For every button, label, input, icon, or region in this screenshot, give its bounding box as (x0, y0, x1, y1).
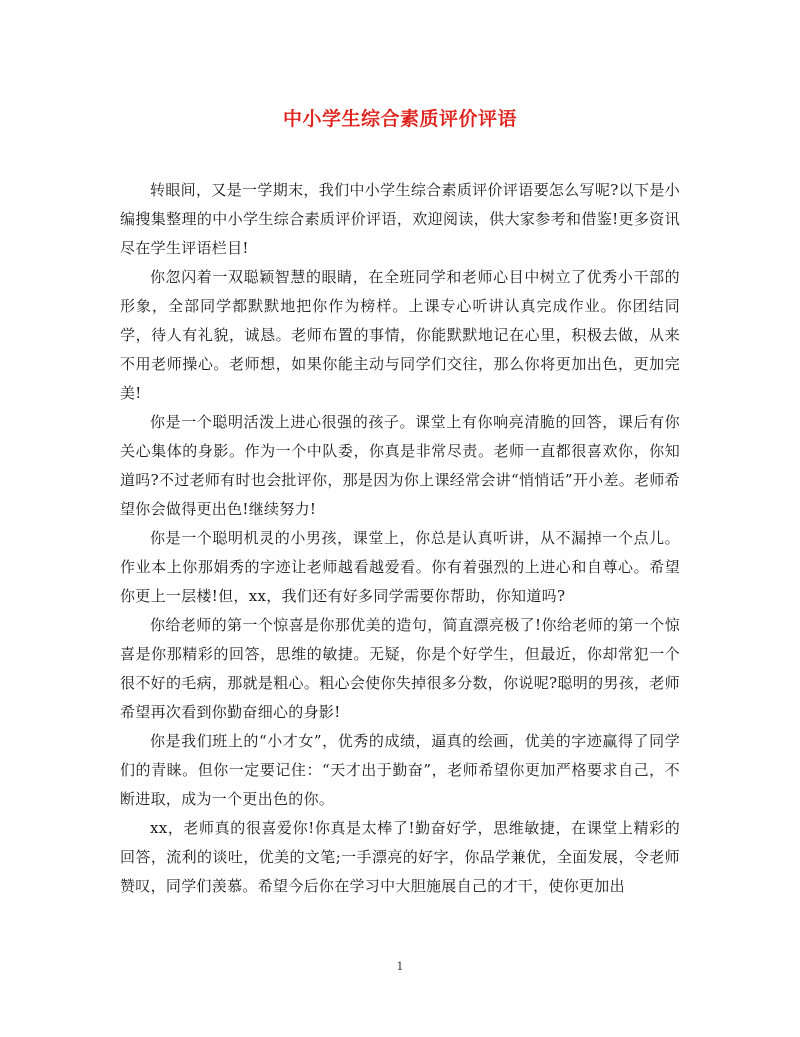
paragraph-comment-5: 你是我们班上的“小才女”，优秀的成绩，逼真的绘画，优美的字迹赢得了同学们的青睐。但你一定要记住：“天才出于勤奋”，老师希望你更加严格要求自己，不断进取，成为一个更出色的你。 (120, 732, 680, 808)
paragraph-comment-1: 你忽闪着一双聪颖智慧的眼睛，在全班同学和老师心目中树立了优秀小干部的形象，全部同学都默默地把你作为榜样。上课专心听讲认真完成作业。你团结同学，待人有礼貌，诚恳。老师布置的事情，你能默默地记在心里，积极去做，从来不用老师操心。老师想，如果你能主动与同学们交往，那么你将更加出色，更加完美! (120, 268, 680, 402)
page-number: 1 (396, 960, 404, 973)
document-title: 中小学生综合素质评价评语 (282, 108, 517, 130)
paragraph-intro: 转眼间，又是一学期末，我们中小学生综合素质评价评语要怎么写呢?以下是小编搜集整理的中小学生综合素质评价评语，欢迎阅读，供大家参考和借鉴!更多资讯尽在学生评语栏目! (120, 181, 680, 257)
paragraph-comment-6: xx，老师真的很喜爱你!你真是太棒了!勤奋好学，思维敏捷，在课堂上精彩的回答，流利的谈吐，优美的文笔;一手漂亮的好字，你品学兼优，全面发展，令老师赞叹，同学们羡慕。希望今后你在学习中大胆施展自己的才干，使你更加出 (120, 819, 680, 895)
document-body (120, 176, 680, 901)
paragraph-comment-4: 你给老师的第一个惊喜是你那优美的造句，简直漂亮极了!你给老师的第一个惊喜是你那精彩的回答，思维的敏捷。无疑，你是个好学生，但最近，你却常犯一个很不好的毛病，那就是粗心。粗心会使你失掉很多分数，你说呢?聪明的男孩，老师希望再次看到你勤奋细心的身影! (120, 616, 680, 721)
paragraph-comment-2: 你是一个聪明活泼上进心很强的孩子。课堂上有你响亮清脆的回答，课后有你关心集体的身影。作为一个中队委，你真是非常尽责。老师一直都很喜欢你，你知道吗?不过老师有时也会批评你，那是因为你上课经常会讲“悄悄话”开小差。老师希望你会做得更出色!继续努力! (120, 413, 680, 518)
paragraph-comment-3: 你是一个聪明机灵的小男孩，课堂上，你总是认真听讲，从不漏掉一个点儿。作业本上你那娟秀的字迹让老师越看越爱看。你有着强烈的上进心和自尊心。希望你更上一层楼!但，xx，我们还有好多同学需要你帮助，你知道吗? (120, 529, 680, 605)
